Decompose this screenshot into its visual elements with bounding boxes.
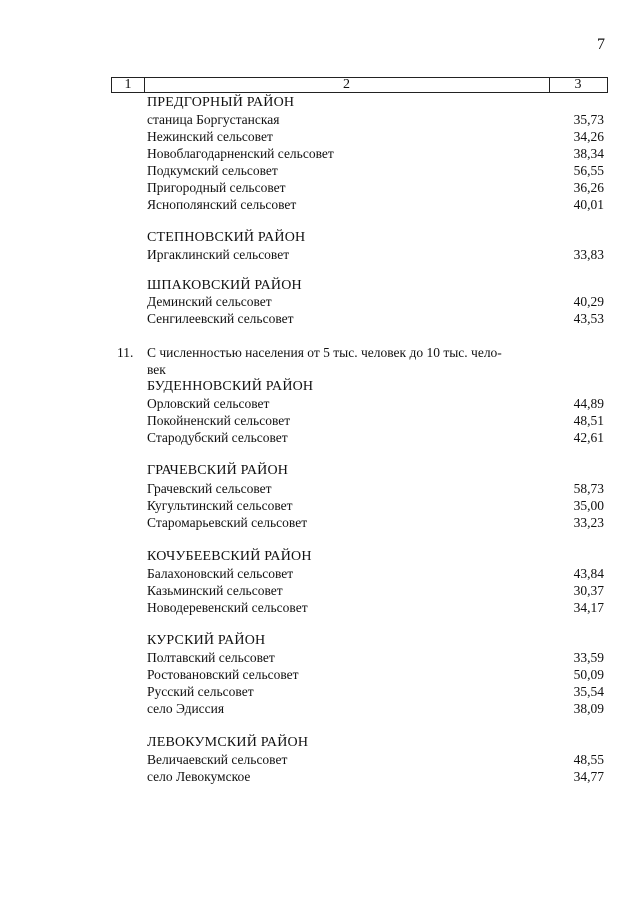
settlement-value: 38,09 (573, 701, 604, 716)
settlement-value: 58,73 (573, 481, 604, 496)
table-header (111, 77, 608, 93)
settlement-value: 38,34 (573, 146, 604, 161)
settlement-value: 50,09 (573, 667, 604, 682)
settlement-value: 56,55 (573, 163, 604, 178)
settlement-name: село Эдиссия (147, 701, 225, 716)
district-heading (0, 632, 640, 649)
table-row (0, 565, 640, 582)
table-row (0, 429, 640, 446)
settlement-value: 40,29 (573, 294, 604, 309)
settlement-name: Пригородный сельсовет (147, 180, 286, 195)
settlement-name: Деминский сельсовет (147, 294, 272, 309)
header-col-3: 3 (574, 77, 582, 92)
settlement-value: 43,53 (573, 311, 604, 326)
table-row (0, 128, 640, 145)
table-row (0, 666, 640, 683)
settlement-name: село Левокумское (147, 769, 251, 784)
settlement-name: Иргаклинский сельсовет (147, 247, 290, 262)
settlement-value: 35,00 (573, 498, 604, 513)
district-name: КУРСКИЙ РАЙОН (147, 633, 266, 648)
district-heading (0, 277, 640, 294)
settlement-name: Старомарьевский сельсовет (147, 515, 308, 530)
settlement-value: 30,37 (573, 583, 604, 598)
table-row (0, 162, 640, 179)
table-row (0, 412, 640, 429)
settlement-name: Величаевский сельсовет (147, 752, 288, 767)
settlement-name: Ростовановский сельсовет (147, 667, 299, 682)
district-name: ШПАКОВСКИЙ РАЙОН (147, 278, 302, 293)
settlement-name: Нежинский сельсовет (147, 129, 273, 144)
district-heading (0, 734, 640, 751)
table-row (0, 179, 640, 196)
settlement-value: 33,83 (573, 247, 604, 262)
settlement-name: Покойненский сельсовет (147, 413, 291, 428)
settlement-name: Подкумский сельсовет (147, 163, 278, 178)
district-heading (0, 548, 640, 565)
table-row (0, 246, 640, 263)
settlement-name: Русский сельсовет (147, 684, 254, 699)
district-heading (0, 94, 640, 111)
table-row (0, 649, 640, 666)
page-number: 7 (597, 36, 605, 53)
settlement-value: 34,17 (573, 600, 604, 615)
district-name: ПРЕДГОРНЫЙ РАЙОН (147, 95, 295, 110)
table-row (0, 196, 640, 213)
settlement-name: Балахоновский сельсовет (147, 566, 294, 581)
district-name: БУДЕННОВСКИЙ РАЙОН (147, 379, 314, 394)
settlement-value: 48,51 (573, 413, 604, 428)
table-row (0, 480, 640, 497)
table-row (0, 111, 640, 128)
settlement-name: Полтавский сельсовет (147, 650, 275, 665)
table-row (0, 145, 640, 162)
settlement-name: Новодеревенский сельсовет (147, 600, 308, 615)
settlement-value: 36,26 (573, 180, 604, 195)
header-col-2: 2 (144, 78, 550, 92)
settlement-value: 35,54 (573, 684, 604, 699)
table-row (0, 310, 640, 327)
settlement-name: Кугультинский сельсовет (147, 498, 293, 513)
table-row (0, 751, 640, 768)
settlement-value: 42,61 (573, 430, 604, 445)
settlement-value: 40,01 (573, 197, 604, 212)
table-row (0, 395, 640, 412)
group-heading-continuation (0, 361, 640, 378)
settlement-name: Стародубский сельсовет (147, 430, 288, 445)
table-row (0, 700, 640, 717)
table-row (0, 497, 640, 514)
settlement-value: 33,23 (573, 515, 604, 530)
district-heading (0, 462, 640, 479)
settlement-value: 35,73 (573, 112, 604, 127)
table-row (0, 599, 640, 616)
settlement-name: Яснополянский сельсовет (147, 197, 297, 212)
district-name: ЛЕВОКУМСКИЙ РАЙОН (147, 735, 309, 750)
group-number: 11. (117, 345, 134, 360)
settlement-value: 34,77 (573, 769, 604, 784)
settlement-name: Новоблагодарненский сельсовет (147, 146, 334, 161)
header-col-1: 1 (112, 78, 145, 92)
district-heading (0, 229, 640, 246)
table-row (0, 768, 640, 785)
district-name: СТЕПНОВСКИЙ РАЙОН (147, 230, 306, 245)
settlement-value: 44,89 (573, 396, 604, 411)
settlement-name: станица Боргустанская (147, 112, 280, 127)
settlement-value: 33,59 (573, 650, 604, 665)
settlement-value: 43,84 (573, 566, 604, 581)
group-text-line-2: век (147, 362, 166, 377)
settlement-name: Орловский сельсовет (147, 396, 270, 411)
table-row (0, 293, 640, 310)
district-name: КОЧУБЕЕВСКИЙ РАЙОН (147, 549, 312, 564)
settlement-value: 48,55 (573, 752, 604, 767)
settlement-name: Казьминский сельсовет (147, 583, 283, 598)
group-heading (0, 344, 640, 361)
table-row (0, 683, 640, 700)
district-name: ГРАЧЕВСКИЙ РАЙОН (147, 463, 289, 478)
table-row (0, 514, 640, 531)
table-row (0, 582, 640, 599)
settlement-name: Сенгилеевский сельсовет (147, 311, 294, 326)
group-text-line-1: С численностью населения от 5 тыс. человек до 10 тыс. чело- (147, 345, 502, 360)
settlement-value: 34,26 (573, 129, 604, 144)
settlement-name: Грачевский сельсовет (147, 481, 272, 496)
district-heading (0, 378, 640, 395)
